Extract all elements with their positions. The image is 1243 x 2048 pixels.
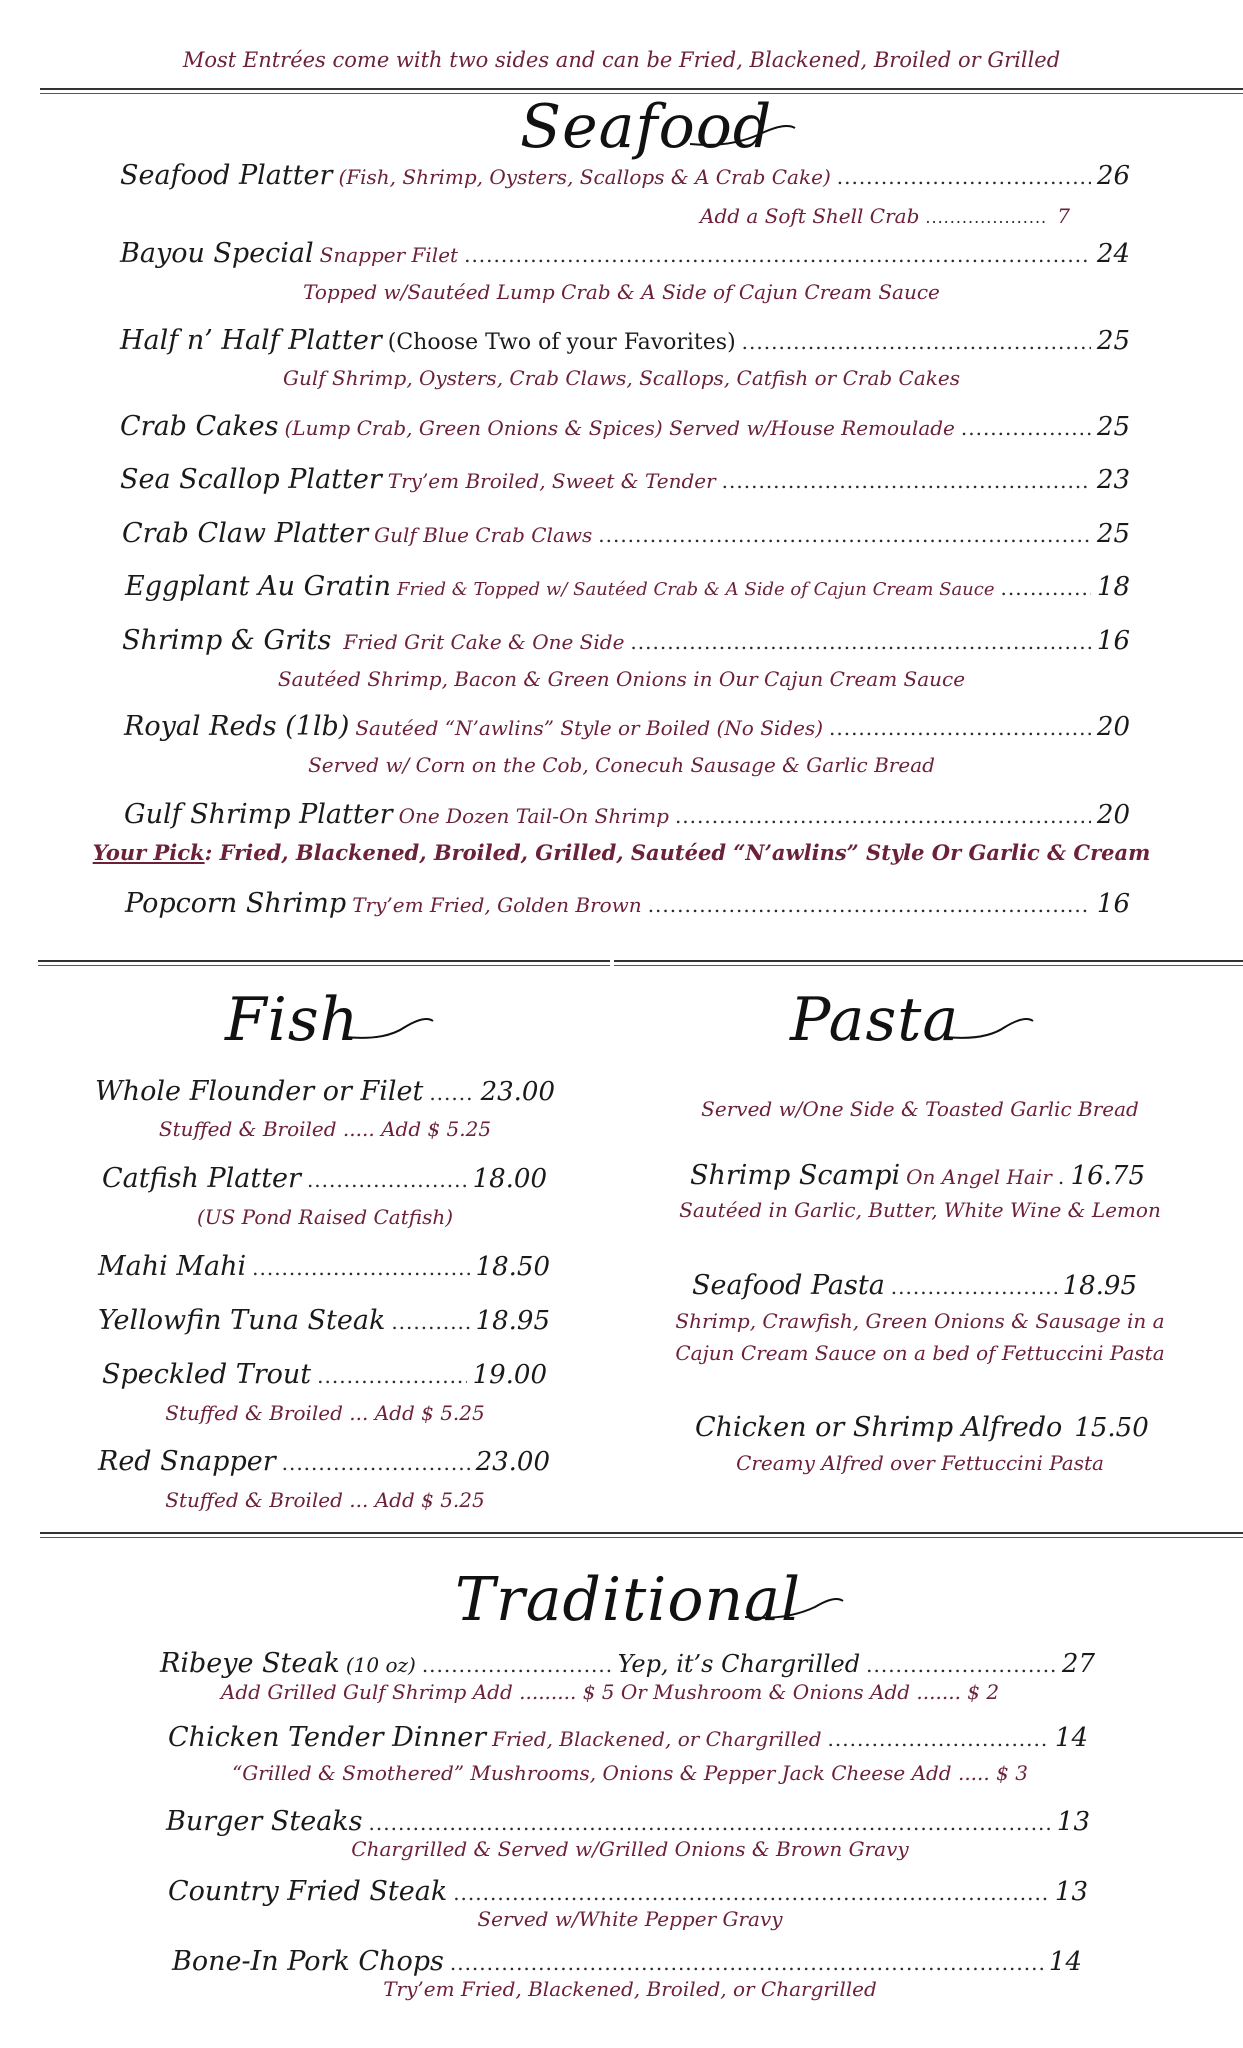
item-subtitle: Served w/White Pepper Gravy	[477, 1907, 783, 1931]
item-desc: Try’em Fried, Golden Brown	[352, 893, 642, 917]
swash-decoration	[945, 1007, 1035, 1047]
divider	[38, 965, 610, 966]
item-price: 24	[1096, 239, 1130, 269]
item-desc: Try’em Broiled, Sweet & Tender	[387, 469, 716, 493]
leader-dots	[742, 330, 1091, 354]
item-desc: Add a Soft Shell Crab	[700, 204, 920, 228]
item-subtitle: Sautéed Shrimp, Bacon & Green Onions in Our Cajun Cream Sauce	[277, 667, 966, 691]
item-price: 18	[1096, 572, 1130, 602]
item-name: Shrimp Scampi	[690, 1160, 901, 1191]
item-price: 16	[1096, 889, 1130, 919]
divider	[40, 1532, 1243, 1534]
menu-item-seafood-pasta	[692, 1270, 1137, 1301]
item-name: Royal Reds (1lb)	[124, 711, 350, 742]
item-desc: One Dozen Tail-On Shrimp	[398, 804, 669, 828]
leader-dots	[722, 469, 1091, 493]
divider	[40, 1537, 1243, 1538]
item-price: 16	[1096, 626, 1130, 656]
item-desc: (Fish, Shrimp, Oysters, Scallops & A Crab Cake)	[338, 165, 831, 189]
item-name: Speckled Trout	[102, 1359, 312, 1390]
section-title-traditional: Traditional	[455, 1565, 801, 1635]
item-name: Half n’ Half Platter	[120, 325, 382, 356]
menu-item-crab-cakes	[120, 411, 1130, 442]
item-name: Eggplant Au Gratin	[125, 571, 392, 602]
menu-item-royal-reds	[124, 711, 1130, 742]
item-subtitle: Shrimp, Crawfish, Green Onions & Sausage in a	[675, 1309, 1165, 1333]
item-price: 15.50	[1074, 1413, 1149, 1443]
item-subtitle: Stuffed & Broiled ... Add $ 5.25	[165, 1488, 485, 1512]
item-desc: (Lump Crab, Green Onions & Spices) Served w/House Remoulade	[284, 416, 955, 440]
menu-item-popcorn-shrimp	[125, 888, 1130, 919]
leader-dots	[648, 893, 1091, 917]
item-subtitle: Stuffed & Broiled ..... Add $ 5.25	[158, 1117, 492, 1141]
item-subtitle: (US Pond Raised Catfish)	[196, 1205, 454, 1229]
item-subtitle: Stuffed & Broiled ... Add $ 5.25	[165, 1401, 485, 1425]
item-desc: Snapper Filet	[319, 243, 459, 267]
item-price: 23.00	[475, 1447, 550, 1477]
item-desc: Fried & Topped w/ Sautéed Crab & A Side of Cajun Cream Sauce	[397, 579, 995, 600]
item-subtitle: Sautéed in Garlic, Butter, White Wine & Lemon	[679, 1198, 1161, 1222]
item-desc: Fried, Blackened, or Chargrilled	[492, 1727, 822, 1751]
menu-item-gulf-shrimp	[124, 799, 1130, 830]
menu-item-alfredo	[695, 1412, 1149, 1443]
leader-dots	[598, 523, 1091, 547]
item-desc: (10 oz)	[345, 1653, 416, 1677]
menu-item-country-fried-steak	[168, 1876, 1088, 1907]
swash-decoration	[745, 1587, 845, 1627]
pasta-note: Served w/One Side & Toasted Garlic Bread	[701, 1097, 1139, 1121]
divider	[614, 960, 1243, 962]
item-subtitle: Add Grilled Gulf Shrimp Add ......... $ 5 Or Mushroom & Onions Add ....... $ 2	[220, 1680, 1000, 1704]
item-desc: On Angel Hair	[906, 1165, 1052, 1189]
item-name: Catfish Platter	[102, 1163, 301, 1194]
intro-note: Most Entrées come with two sides and can be Fried, Blackened, Broiled or Grilled	[182, 48, 1061, 72]
item-price: 18.50	[475, 1252, 550, 1282]
leader-dots	[675, 804, 1091, 828]
item-desc: Sautéed “N’awlins” Style or Boiled (No Sides)	[355, 716, 823, 740]
leader-dots	[422, 1653, 612, 1677]
menu-item-flounder	[95, 1076, 555, 1107]
item-name: Crab Cakes	[120, 411, 279, 442]
menu-item-shrimp-grits	[122, 625, 1130, 656]
menu-item-eggplant	[125, 571, 1130, 602]
leader-dots	[1058, 1165, 1065, 1189]
menu-item-soft-shell-add	[700, 204, 1070, 228]
item-subtitle: Topped w/Sautéed Lump Crab & A Side of Cajun Cream Sauce	[303, 280, 940, 304]
your-pick-label: Your Pick	[92, 840, 205, 865]
leader-dots	[282, 1451, 470, 1475]
item-name: Red Snapper	[98, 1446, 276, 1477]
item-subtitle: Try’em Fried, Blackened, Broiled, or Chargrilled	[383, 1977, 877, 2001]
leader-dots	[866, 1653, 1056, 1677]
menu-item-sea-scallop	[120, 464, 1130, 495]
item-name: Yellowfin Tuna Steak	[98, 1305, 386, 1336]
menu-item-catfish	[102, 1163, 547, 1194]
menu-item-red-snapper	[98, 1446, 550, 1477]
menu-item-bayou-special	[120, 238, 1130, 269]
item-price: 27	[1061, 1649, 1095, 1679]
item-subtitle: Gulf Shrimp, Oysters, Crab Claws, Scallops, Catfish or Crab Cakes	[283, 366, 960, 390]
menu-item-shrimp-scampi	[690, 1160, 1145, 1191]
item-name: Ribeye Steak	[160, 1648, 340, 1679]
item-price: 18.00	[472, 1164, 547, 1194]
item-name: Seafood Platter	[120, 160, 333, 191]
swash-decoration	[690, 114, 800, 154]
leader-dots	[829, 716, 1091, 740]
leader-dots	[828, 1727, 1049, 1751]
item-price: 18.95	[475, 1306, 550, 1336]
item-name: Bayou Special	[120, 238, 314, 269]
item-price: 26	[1096, 161, 1130, 191]
divider	[40, 88, 1243, 90]
leader-dots	[464, 243, 1091, 267]
leader-dots	[925, 208, 1045, 227]
item-price: 23.00	[480, 1077, 555, 1107]
item-price: 23	[1096, 465, 1130, 495]
item-name: Seafood Pasta	[692, 1270, 885, 1301]
leader-dots	[837, 165, 1091, 189]
item-name: Chicken or Shrimp Alfredo	[695, 1412, 1063, 1443]
leader-dots	[369, 1811, 1051, 1835]
menu-item-half-n-half	[120, 325, 1130, 356]
item-subtitle: Cajun Cream Sauce on a bed of Fettuccini Pasta	[675, 1341, 1165, 1365]
menu-item-yellowfin-tuna	[98, 1305, 550, 1336]
section-title-seafood: Seafood	[520, 92, 772, 162]
leader-dots	[317, 1364, 466, 1388]
item-name: Crab Claw Platter	[122, 518, 369, 549]
your-pick-options: : Fried, Blackened, Broiled, Grilled, Sautéed “N’awlins” Style Or Garlic & Cream	[204, 840, 1151, 865]
leader-dots	[961, 416, 1091, 440]
item-subtitle: Creamy Alfred over Fettuccini Pasta	[736, 1451, 1104, 1475]
leader-dots	[450, 1951, 1043, 1975]
item-price: 16.75	[1070, 1161, 1145, 1191]
leader-dots	[630, 630, 1090, 654]
item-price: 7	[1057, 204, 1070, 228]
swash-decoration	[345, 1007, 435, 1047]
divider	[614, 965, 1243, 966]
item-price: 19.00	[472, 1360, 547, 1390]
item-name: Country Fried Steak	[168, 1876, 448, 1907]
item-name: Sea Scallop Platter	[120, 464, 382, 495]
leader-dots	[1001, 576, 1091, 600]
item-name: Bone-In Pork Chops	[172, 1946, 444, 1977]
leader-dots	[307, 1168, 467, 1192]
leader-dots	[453, 1881, 1049, 1905]
menu-item-speckled-trout	[102, 1359, 547, 1390]
item-price: 18.95	[1062, 1271, 1137, 1301]
menu-item-seafood-platter	[120, 160, 1130, 191]
leader-dots	[391, 1310, 469, 1334]
item-price: 20	[1096, 800, 1130, 830]
item-desc: Gulf Blue Crab Claws	[374, 523, 593, 547]
menu-item-pork-chops	[172, 1946, 1082, 1977]
leader-dots	[252, 1256, 469, 1280]
leader-dots	[429, 1081, 474, 1105]
item-name: Whole Flounder or Filet	[95, 1076, 424, 1107]
leader-dots	[891, 1275, 1057, 1299]
item-note: Yep, it’s Chargrilled	[617, 1650, 861, 1678]
section-title-pasta: Pasta	[790, 985, 959, 1055]
item-price: 13	[1054, 1877, 1088, 1907]
menu-item-chicken-tender	[168, 1722, 1088, 1753]
item-name: Mahi Mahi	[98, 1251, 247, 1282]
item-name: Burger Steaks	[166, 1806, 363, 1837]
item-price: 25	[1096, 326, 1130, 356]
item-price: 14	[1048, 1947, 1082, 1977]
menu-item-mahi-mahi	[98, 1251, 550, 1282]
item-name: Chicken Tender Dinner	[168, 1722, 487, 1753]
item-name: Shrimp & Grits	[122, 625, 332, 656]
item-desc: (Choose Two of your Favorites)	[387, 330, 736, 355]
item-price: 25	[1096, 519, 1130, 549]
menu-item-burger-steaks	[166, 1806, 1090, 1837]
item-price: 25	[1096, 412, 1130, 442]
menu-item-crab-claw	[122, 518, 1130, 549]
divider	[38, 960, 610, 962]
item-name: Popcorn Shrimp	[125, 888, 347, 919]
item-subtitle: “Grilled & Smothered” Mushrooms, Onions & Pepper Jack Cheese Add ..... $ 3	[232, 1761, 1028, 1785]
item-desc: Fried Grit Cake & One Side	[343, 630, 625, 654]
item-price: 20	[1096, 712, 1130, 742]
item-name: Gulf Shrimp Platter	[124, 799, 393, 830]
item-subtitle: Chargrilled & Served w/Grilled Onions & Brown Gravy	[351, 1837, 909, 1861]
item-subtitle: Served w/ Corn on the Cob, Conecuh Sausage & Garlic Bread	[308, 753, 935, 777]
section-title-fish: Fish	[225, 985, 359, 1055]
menu-item-ribeye	[160, 1648, 1095, 1679]
your-pick-line	[0, 840, 1243, 865]
item-price: 14	[1054, 1723, 1088, 1753]
item-price: 13	[1056, 1807, 1090, 1837]
